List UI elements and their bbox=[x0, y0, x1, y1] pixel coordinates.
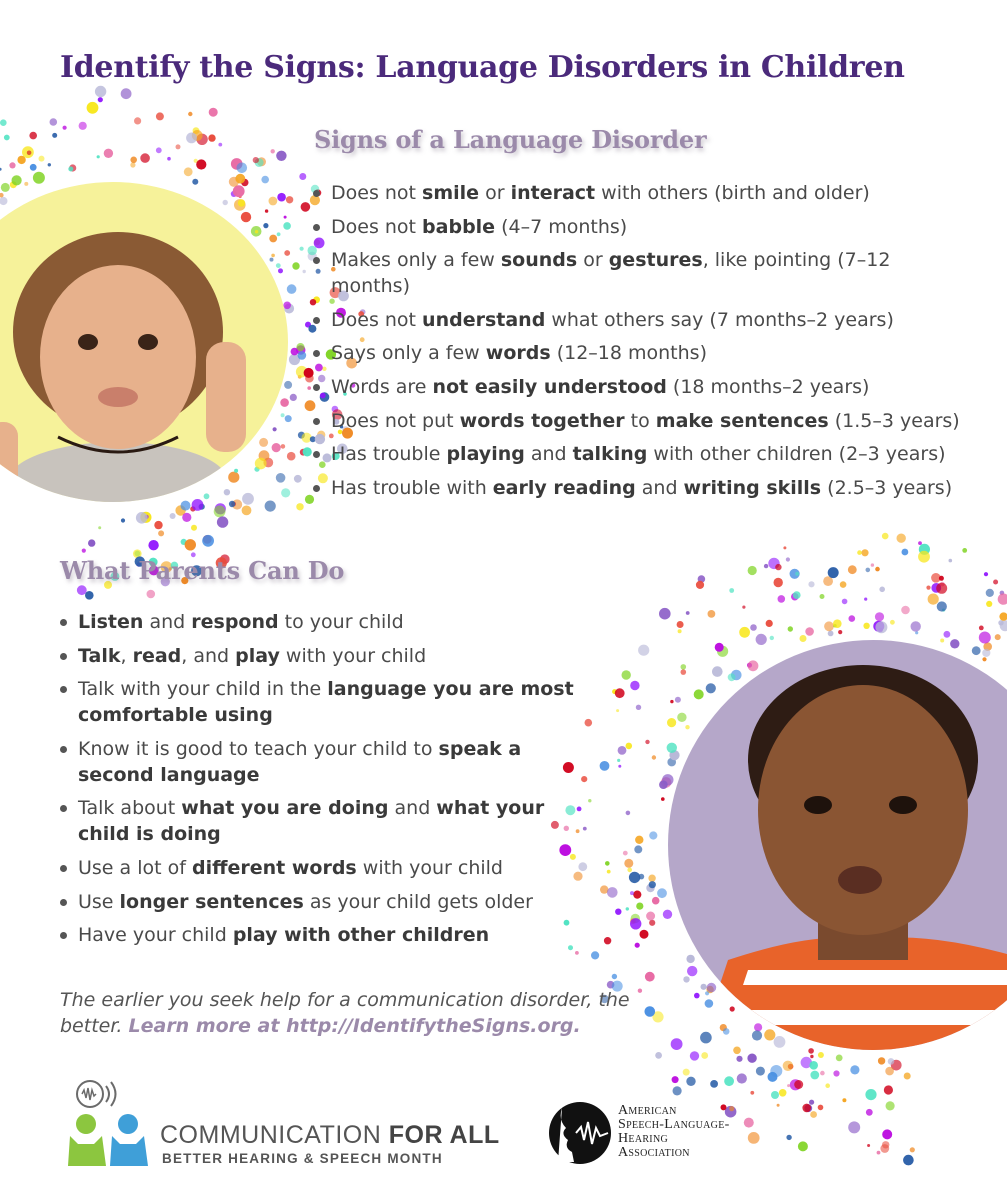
asha-logo bbox=[548, 1100, 768, 1170]
parents-list-item: Listen and respond to your child bbox=[59, 609, 589, 635]
parents-list-item: Talk about what you are doing and what your child is doing bbox=[59, 795, 589, 847]
signs-list-item: Does not babble (4–7 months) bbox=[312, 214, 962, 240]
page-title: Identify the Signs: Language Disorders in Children bbox=[60, 50, 905, 85]
signs-list-item: Has trouble with early reading and writing skills (2.5–3 years) bbox=[312, 475, 962, 501]
footer-note bbox=[60, 987, 640, 1039]
communication-for-all-logo bbox=[66, 1078, 500, 1168]
signs-list-item: Makes only a few sounds or gestures, like pointing (7–12 months) bbox=[312, 247, 962, 299]
signs-list-item: Words are not easily understood (18 months–2 years) bbox=[312, 374, 962, 400]
asha-profile-icon bbox=[548, 1100, 614, 1166]
signs-heading: Signs of a Language Disorder bbox=[314, 125, 707, 154]
signs-list-item: Does not put words together to make sentences (1.5–3 years) bbox=[312, 408, 962, 434]
parents-list-item: Use longer sentences as your child gets older bbox=[59, 889, 589, 915]
parents-list-item: Have your child play with other children bbox=[59, 922, 589, 948]
signs-list-item: Does not smile or interact with others (birth and older) bbox=[312, 180, 962, 206]
footer-note-text: The earlier you seek help for a communication disorder, the better. bbox=[60, 989, 630, 1037]
parents-list-item: Use a lot of different words with your child bbox=[59, 855, 589, 881]
parents-list bbox=[59, 609, 589, 956]
learn-more-link[interactable]: Learn more at http://IdentifytheSigns.org. bbox=[128, 1015, 581, 1037]
signs-list bbox=[312, 180, 962, 508]
cfa-subtitle: BETTER HEARING & SPEECH MONTH bbox=[162, 1151, 443, 1166]
signs-list-item: Does not understand what others say (7 months–2 years) bbox=[312, 307, 962, 333]
signs-list-item: Has trouble playing and talking with other children (2–3 years) bbox=[312, 441, 962, 467]
cfa-title: COMMUNICATION FOR ALL bbox=[160, 1121, 500, 1149]
parents-list-item: Talk, read, and play with your child bbox=[59, 643, 589, 669]
cfa-people-icon bbox=[66, 1078, 156, 1168]
parents-list-item: Know it is good to teach your child to speak a second language bbox=[59, 736, 589, 788]
asha-text: American Speech-Language- Hearing Association bbox=[618, 1103, 730, 1160]
parents-list-item: Talk with your child in the language you are most comfortable using bbox=[59, 676, 589, 728]
signs-list-item: Says only a few words (12–18 months) bbox=[312, 340, 962, 366]
parents-heading: What Parents Can Do bbox=[60, 556, 345, 585]
